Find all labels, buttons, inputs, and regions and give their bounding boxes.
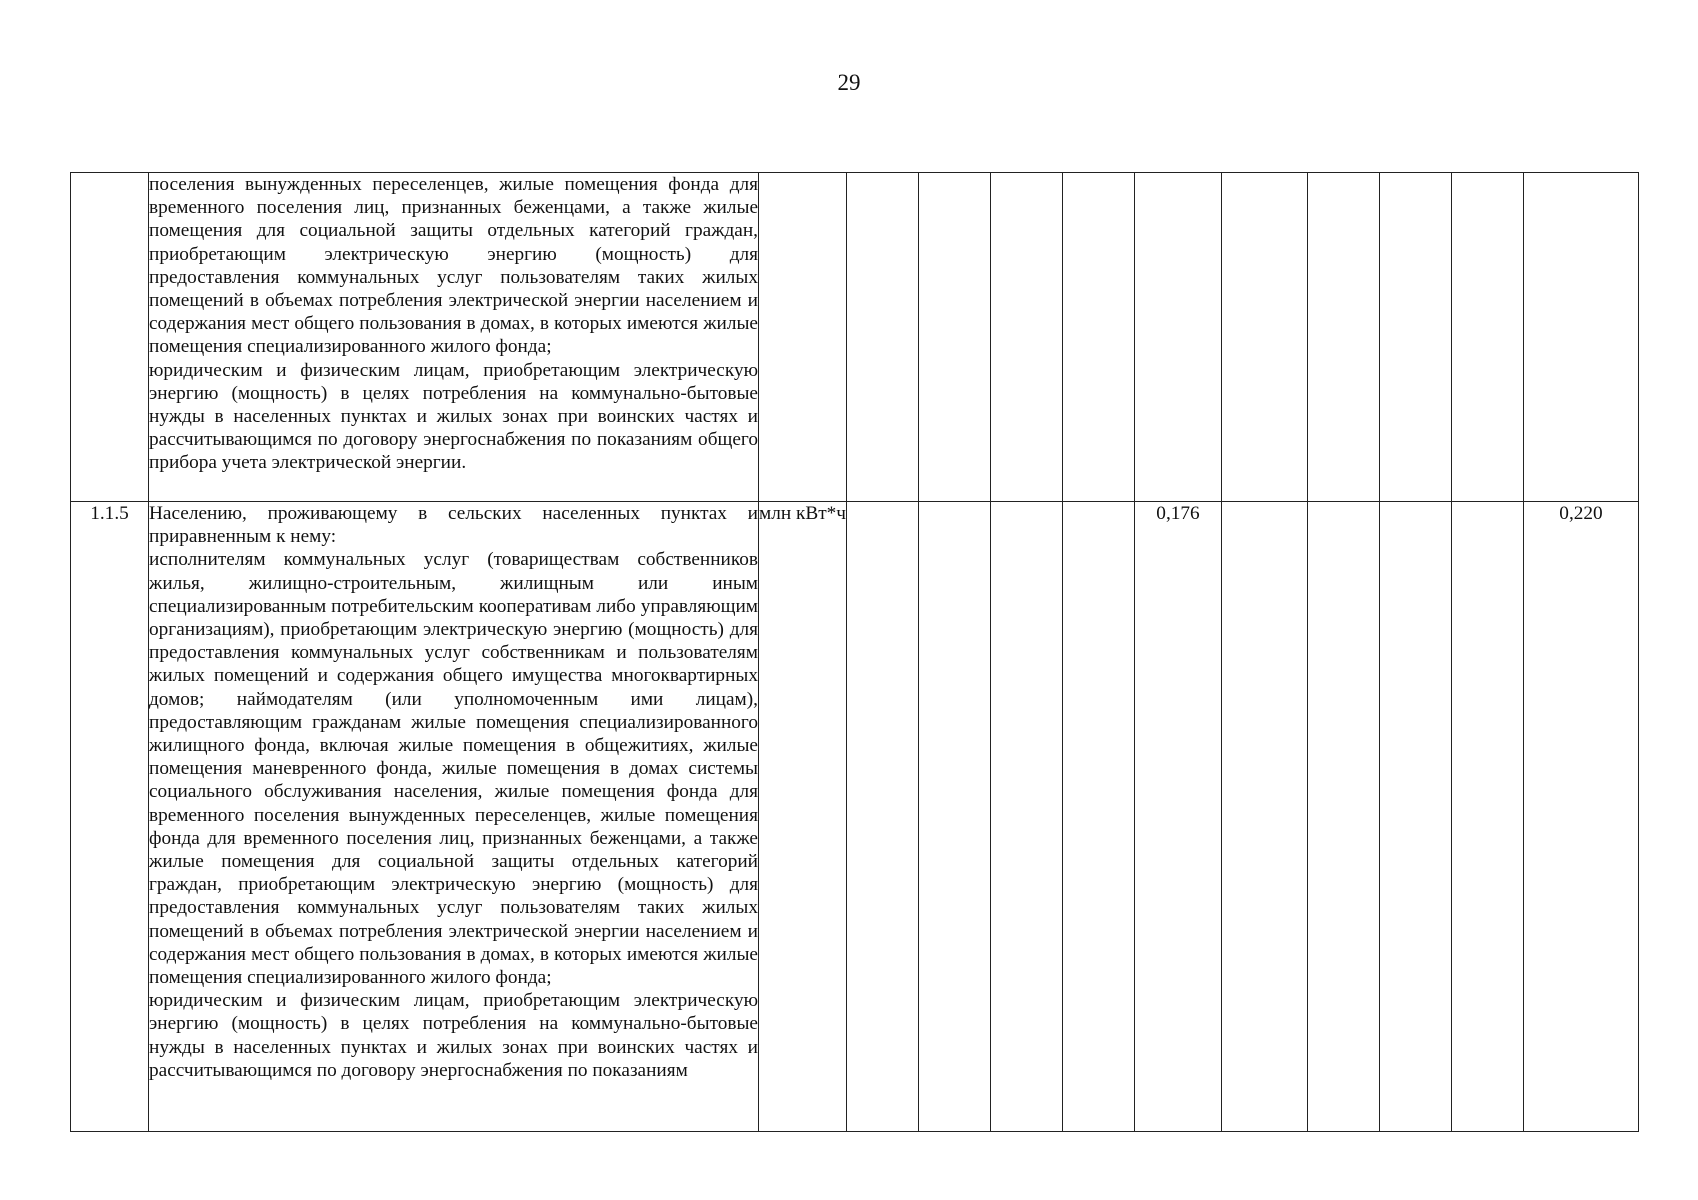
value-cell: [1524, 173, 1639, 502]
data-table: [70, 172, 1639, 1132]
value-cell: [847, 173, 919, 502]
value-cell: [1380, 173, 1452, 502]
unit-cell: [759, 173, 847, 502]
value-cell: 0,176: [1135, 502, 1222, 1132]
paragraph: юридическим и физическим лицам, приобретающим электрическую энергию (мощность) в целях потребления на коммунально-бытовые нужды в населенных пунктах и жилых зонах при воинских частях и рассчитывающимся по договору энергоснабжения по показаниям: [149, 990, 758, 1081]
paragraph: Населению, проживающему в сельских населенных пунктах и приравненным к нему:: [149, 503, 758, 548]
value-cell: 0,220: [1524, 502, 1639, 1132]
value-cell: [1063, 173, 1135, 502]
value-cell: [847, 502, 919, 1132]
value-cell: [919, 502, 991, 1132]
value-cell: [1452, 173, 1524, 502]
value-cell: [1222, 502, 1308, 1132]
unit-cell: млн кВт*ч: [759, 502, 847, 1132]
row-number: [71, 173, 149, 502]
value-cell: [1452, 502, 1524, 1132]
value-cell: [1308, 173, 1380, 502]
value-cell: [1380, 502, 1452, 1132]
table-row: [71, 502, 1639, 1132]
row-description: [149, 173, 759, 502]
value-cell: [1308, 502, 1380, 1132]
value-cell: [1222, 173, 1308, 502]
paragraph: исполнителям коммунальных услуг (товариществам собственников жилья, жилищно-строительным, жилищным или иным специализированным потребительским кооперативам либо управляющим организациям), приобретающим электрическую энергию (мощность) для предоставления коммунальных услуг собственникам и пользователям жилых помещений и содержания общего имущества многоквартирных домов; наймодателям (или уполномоченным ими лицам), предоставляющим гражданам жилые помещения специализированного жилищного фонда, включая жилые помещения в общежитиях, жилые помещения маневренного фонда, жилые помещения в домах системы социального обслуживания населения, жилые помещения фонда для временного поселения вынужденных переселенцев, жилые помещения фонда для временного поселения лиц, признанных беженцами, а также жилые помещения для социальной защиты отдельных категорий граждан, приобретающим электрическую энергию (мощность) для предоставления коммунальных услуг пользователям таких жилых помещений в объемах потребления электрической энергии населением и содержания мест общего пользования в домах, в которых имеются жилые помещения специализированного жилого фонда;: [149, 549, 758, 989]
value-cell: [991, 502, 1063, 1132]
value-cell: [1063, 502, 1135, 1132]
page-number: 29: [837, 70, 861, 95]
value-cell: [991, 173, 1063, 502]
paragraph: поселения вынужденных переселенцев, жилые помещения фонда для временного поселения лиц, признанных беженцами, а также жилые помещения для социальной защиты отдельных категорий граждан, приобретающим электрическую энергию (мощность) для предоставления коммунальных услуг пользователям таких жилых помещений в объемах потребления электрической энергии населением и содержания мест общего пользования в домах, в которых имеются жилые помещения специализированного жилого фонда;: [149, 174, 758, 358]
value-cell: [1135, 173, 1222, 502]
table-row: [71, 173, 1639, 502]
value-cell: [919, 173, 991, 502]
row-number: 1.1.5: [71, 502, 149, 1132]
paragraph: юридическим и физическим лицам, приобретающим электрическую энергию (мощность) в целях потребления на коммунально-бытовые нужды в населенных пунктах и жилых зонах при воинских частях и рассчитывающимся по договору энергоснабжения по показаниям общего прибора учета электрической энергии.: [149, 359, 758, 474]
row-description: [149, 502, 759, 1132]
